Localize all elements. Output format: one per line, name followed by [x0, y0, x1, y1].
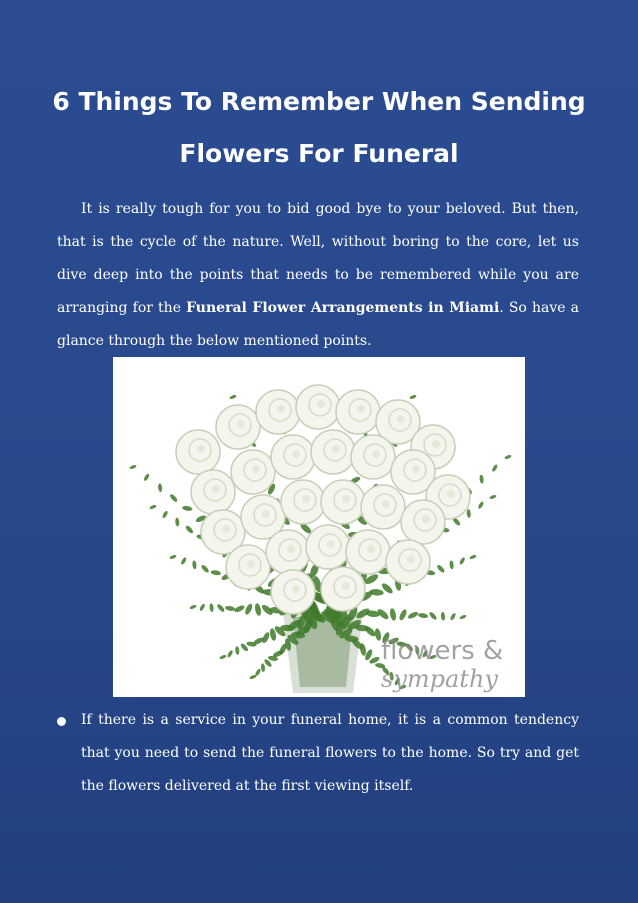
bullet-icon	[57, 717, 66, 726]
intro-text: It is really tough for you to bid good bye to your beloved. But then, that is the cycle of the nature. Well, without boring to the core, let us dive deep into the points that needs to be remembered while you are arranging for the	[57, 201, 579, 316]
points-list	[57, 704, 579, 803]
title-line-2: Flowers For Funeral	[179, 139, 459, 168]
page-title	[40, 76, 598, 180]
flower-arrangement-image	[113, 357, 525, 697]
intro-bold-link-text: Funeral Flower Arrangements in Miami	[186, 300, 500, 316]
white-roses-bouquet-illustration	[113, 357, 525, 697]
list-item-text: If there is a service in your funeral home, it is a common tendency that you need to send the funeral flowers to the home. So try and get the flowers delivered at the first viewing itself.	[81, 712, 579, 794]
intro-text-end: . So have a glance through the below mentioned points.	[57, 300, 579, 349]
list-item	[57, 704, 579, 803]
intro-paragraph	[57, 193, 579, 358]
photo-watermark-text: flowers &	[381, 636, 504, 666]
photo-watermark-script: sympathy	[381, 665, 498, 693]
title-line-1: 6 Things To Remember When Sending	[52, 87, 586, 116]
